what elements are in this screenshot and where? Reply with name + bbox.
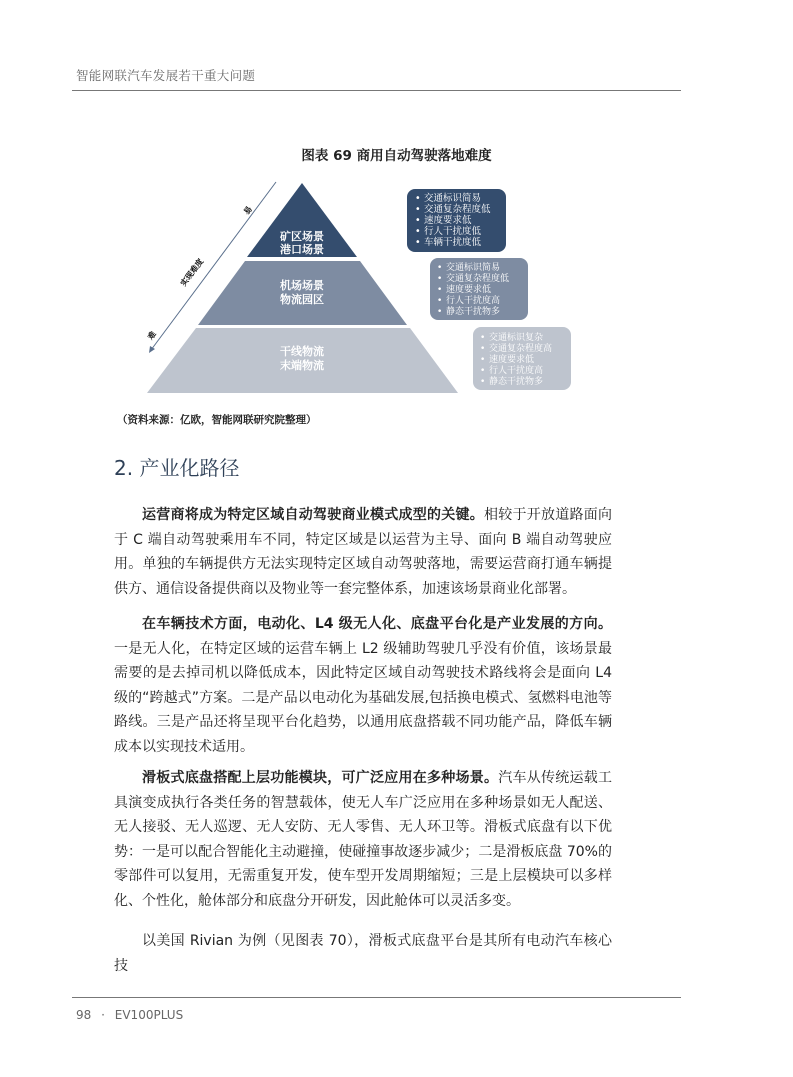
paragraph-body: 以美国 Rivian 为例（见图表 70），滑板式底盘平台是其所有电动汽车核心技 [114,933,612,974]
svg-text:交通标识简易: 交通标识简易 [446,263,501,273]
svg-text:交通复杂程度低: 交通复杂程度低 [446,274,510,284]
svg-text:行人干扰度高: 行人干扰度高 [446,296,501,306]
axis-label: 实现难度 [178,257,206,288]
pyramid-tier-top [247,183,357,257]
svg-text:交通复杂程度高: 交通复杂程度高 [489,344,553,354]
running-header: 智能网联汽车发展若干重大问题 [76,68,256,83]
paragraph-lead: 运营商将成为特定区域自动驾驶商业模式成型的关键。 [142,507,484,523]
svg-text:•: • [437,274,443,284]
svg-text:速度要求低: 速度要求低 [424,215,472,226]
conditions-box-bottom [473,327,571,390]
tier-top-line2: 港口场景 [280,243,324,256]
paragraph-lead: 在车辆技术方面，电动化、L4 级无人化、底盘平台化是产业发展的方向。 [142,616,612,632]
figure-source: （资料来源：亿欧，智能网联研究院整理） [117,414,317,426]
svg-text:交通标识复杂: 交通标识复杂 [489,333,544,343]
footer-rule [72,997,681,998]
svg-text:速度要求低: 速度要求低 [489,355,535,365]
svg-text:•: • [480,344,486,354]
svg-text:•: • [415,193,421,204]
axis-top-label: 易 [242,204,255,217]
page-number: 98 [76,1008,92,1022]
paragraph-body: 一是无人化，在特定区域的运营车辆上 L2 级辅助驾驶几乎没有价值，该场景最需要的是去掉司机以降低成本，因此特定区域自动驾驶技术路线将会是面向 L4 级的“跨越式”方案。二是产品以电动化为基础发展,包括换电模式、氢燃料电池等路线。三是产品还将呈现平台化趋势，以通用底盘搭载不同功能产品，降低车辆成本以实现技术适用。 [114,640,612,755]
section-heading: 2. 产业化路径 [114,456,240,480]
svg-text:静态干扰物多: 静态干扰物多 [446,307,501,317]
tier-bottom-line1: 干线物流 [280,345,324,358]
svg-text:•: • [480,355,486,365]
svg-text:•: • [437,263,443,273]
publisher-name: EV100PLUS [114,1008,184,1022]
svg-text:•: • [480,377,486,387]
svg-text:•: • [415,215,421,226]
svg-text:车辆干扰度低: 车辆干扰度低 [424,237,482,248]
paragraph-operators [114,503,612,601]
svg-text:•: • [437,307,443,317]
svg-text:•: • [480,366,486,376]
svg-text:•: • [415,237,421,248]
svg-text:•: • [415,226,421,237]
svg-text:行人干扰度低: 行人干扰度低 [424,226,482,237]
pyramid-tier-middle [198,261,407,325]
paragraph-skateboard-chassis [114,766,612,913]
svg-text:交通标识简易: 交通标识简易 [424,193,482,204]
page-footer [76,1008,183,1022]
svg-text:速度要求低: 速度要求低 [446,285,492,295]
paragraph-rivian [114,929,612,978]
paragraph-lead: 滑板式底盘搭配上层功能模块，可广泛应用在多种场景。 [142,770,499,786]
tier-bottom-line2: 末端物流 [280,359,324,372]
axis-bottom-label: 难 [146,329,159,342]
tier-middle-line2: 物流园区 [280,293,324,306]
figure-title: 图表 69 商用自动驾驶落地难度 [301,148,492,164]
pyramid-tier-bottom [147,328,458,393]
paragraph-body: 相较于开放道路面向于 C 端自动驾驶乘用车不同，特定区域是以运营为主导、面向 B 端自动驾驶应用。单独的车辆提供方无法实现特定区域自动驾驶落地，需要运营商打通车辆提供方、通信设备提供商以及物业等一套完整体系，加速该场景商业化部署。 [114,507,612,597]
difficulty-pyramid-diagram [0,0,793,420]
svg-text:•: • [480,333,486,343]
tier-middle-line1: 机场场景 [280,279,324,292]
svg-text:静态干扰物多: 静态干扰物多 [489,377,544,387]
svg-text:交通复杂程度低: 交通复杂程度低 [424,204,491,215]
svg-text:•: • [437,296,443,306]
tier-top-line1: 矿区场景 [280,230,324,243]
svg-text:•: • [415,204,421,215]
paragraph-vehicle-tech [114,612,612,759]
svg-text:行人干扰度高: 行人干扰度高 [489,366,544,376]
conditions-box-top [407,189,506,252]
footer-separator: · [101,1008,105,1022]
conditions-box-middle [430,258,528,320]
paragraph-body: 汽车从传统运载工具演变成执行各类任务的智慧载体，使无人车广泛应用在多种场景如无人配送、无人接驳、无人巡逻、无人安防、无人零售、无人环卫等。滑板式底盘有以下优势：一是可以配合智能化主动避撞，使碰撞事故逐步减少；二是滑板底盘 70%的零部件可以复用，无需重复开发，使车型开发周期缩短；三是上层模块可以多样化、个性化，舱体部分和底盘分开研发，因此舱体可以灵活多变。 [114,770,612,909]
arrowhead-icon [149,346,155,353]
svg-text:•: • [437,285,443,295]
